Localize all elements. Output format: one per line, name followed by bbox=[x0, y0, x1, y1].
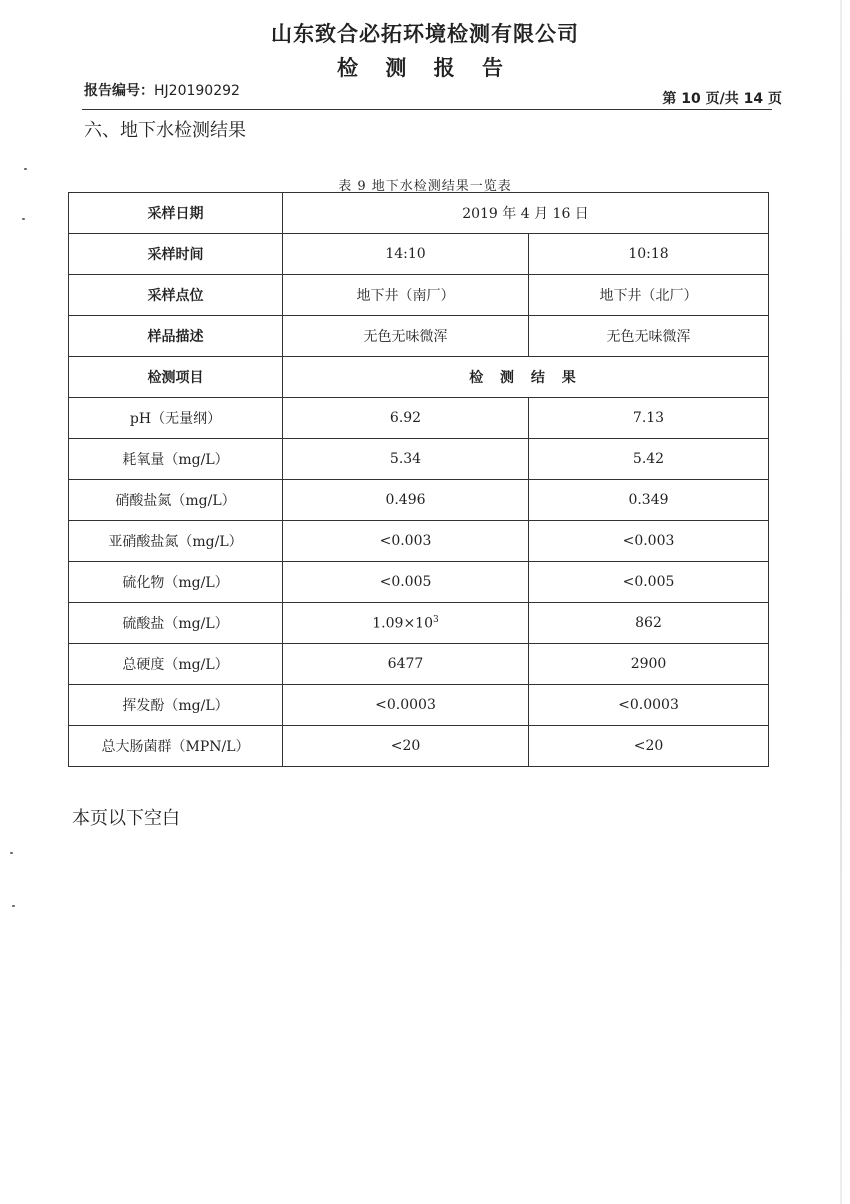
scan-edge bbox=[840, 0, 842, 1204]
footer-note: 本页以下空白 bbox=[72, 808, 180, 829]
result-south: <0.003 bbox=[283, 521, 529, 562]
result-north: 0.349 bbox=[529, 480, 769, 521]
item-name: 硝酸盐氮（mg/L） bbox=[69, 480, 283, 521]
section-heading: 六、地下水检测结果 bbox=[84, 120, 246, 141]
item-name: pH（无量纲） bbox=[69, 398, 283, 439]
sampling-time-label: 采样时间 bbox=[69, 234, 283, 275]
table-row bbox=[69, 603, 769, 644]
item-name: 硫化物（mg/L） bbox=[69, 562, 283, 603]
scan-speck bbox=[22, 218, 25, 220]
location-label: 采样点位 bbox=[69, 275, 283, 316]
result-north: 5.42 bbox=[529, 439, 769, 480]
result-north: <20 bbox=[529, 726, 769, 767]
result-south: 0.496 bbox=[283, 480, 529, 521]
table-row bbox=[69, 439, 769, 480]
sampling-date-value: 2019 年 4 月 16 日 bbox=[283, 193, 769, 234]
result-north: <0.0003 bbox=[529, 685, 769, 726]
sampling-date-row bbox=[69, 193, 769, 234]
sampling-date-label: 采样日期 bbox=[69, 193, 283, 234]
groundwater-results-table bbox=[68, 192, 769, 767]
result-south: <0.0003 bbox=[283, 685, 529, 726]
table-row bbox=[69, 726, 769, 767]
result-south-mantissa: 1.09×10 bbox=[372, 615, 433, 632]
table-caption: 表 9 地下水检测结果一览表 bbox=[338, 179, 512, 194]
scan-speck bbox=[24, 168, 27, 170]
result-south: 5.34 bbox=[283, 439, 529, 480]
result-south: 6477 bbox=[283, 644, 529, 685]
result-south-exponent: 3 bbox=[432, 614, 439, 625]
table-row bbox=[69, 480, 769, 521]
item-name: 挥发酚（mg/L） bbox=[69, 685, 283, 726]
result-north: <0.003 bbox=[529, 521, 769, 562]
table-row bbox=[69, 521, 769, 562]
description-row bbox=[69, 316, 769, 357]
report-title: 检 测 报 告 bbox=[337, 56, 513, 80]
description-south: 无色无味微浑 bbox=[283, 316, 529, 357]
sampling-time-row bbox=[69, 234, 769, 275]
scan-speck bbox=[10, 852, 13, 854]
company-name: 山东致合必拓环境检测有限公司 bbox=[271, 22, 579, 46]
description-label: 样品描述 bbox=[69, 316, 283, 357]
header-divider bbox=[82, 109, 772, 110]
item-header: 检测项目 bbox=[69, 357, 283, 398]
scan-speck bbox=[12, 905, 15, 907]
item-name: 总大肠菌群（MPN/L） bbox=[69, 726, 283, 767]
result-north: 862 bbox=[529, 603, 769, 644]
report-number bbox=[84, 80, 240, 100]
sampling-time-south: 14:10 bbox=[283, 234, 529, 275]
result-south: <0.005 bbox=[283, 562, 529, 603]
location-south: 地下井（南厂） bbox=[283, 275, 529, 316]
location-north: 地下井（北厂） bbox=[529, 275, 769, 316]
report-number-value: HJ20190292 bbox=[154, 83, 240, 99]
sampling-time-north: 10:18 bbox=[529, 234, 769, 275]
result-south bbox=[283, 603, 529, 644]
result-south: 6.92 bbox=[283, 398, 529, 439]
report-number-label: 报告编号： bbox=[84, 83, 154, 99]
description-north: 无色无味微浑 bbox=[529, 316, 769, 357]
table-row bbox=[69, 644, 769, 685]
location-row bbox=[69, 275, 769, 316]
page-indicator: 第 10 页/共 14 页 bbox=[662, 91, 782, 107]
result-header-row bbox=[69, 357, 769, 398]
result-north: <0.005 bbox=[529, 562, 769, 603]
table-row bbox=[69, 685, 769, 726]
item-name: 硫酸盐（mg/L） bbox=[69, 603, 283, 644]
table-row bbox=[69, 562, 769, 603]
item-name: 总硬度（mg/L） bbox=[69, 644, 283, 685]
result-north: 2900 bbox=[529, 644, 769, 685]
result-north: 7.13 bbox=[529, 398, 769, 439]
table-row bbox=[69, 398, 769, 439]
result-south: <20 bbox=[283, 726, 529, 767]
item-name: 耗氧量（mg/L） bbox=[69, 439, 283, 480]
item-name: 亚硝酸盐氮（mg/L） bbox=[69, 521, 283, 562]
result-header: 检 测 结 果 bbox=[283, 357, 769, 398]
